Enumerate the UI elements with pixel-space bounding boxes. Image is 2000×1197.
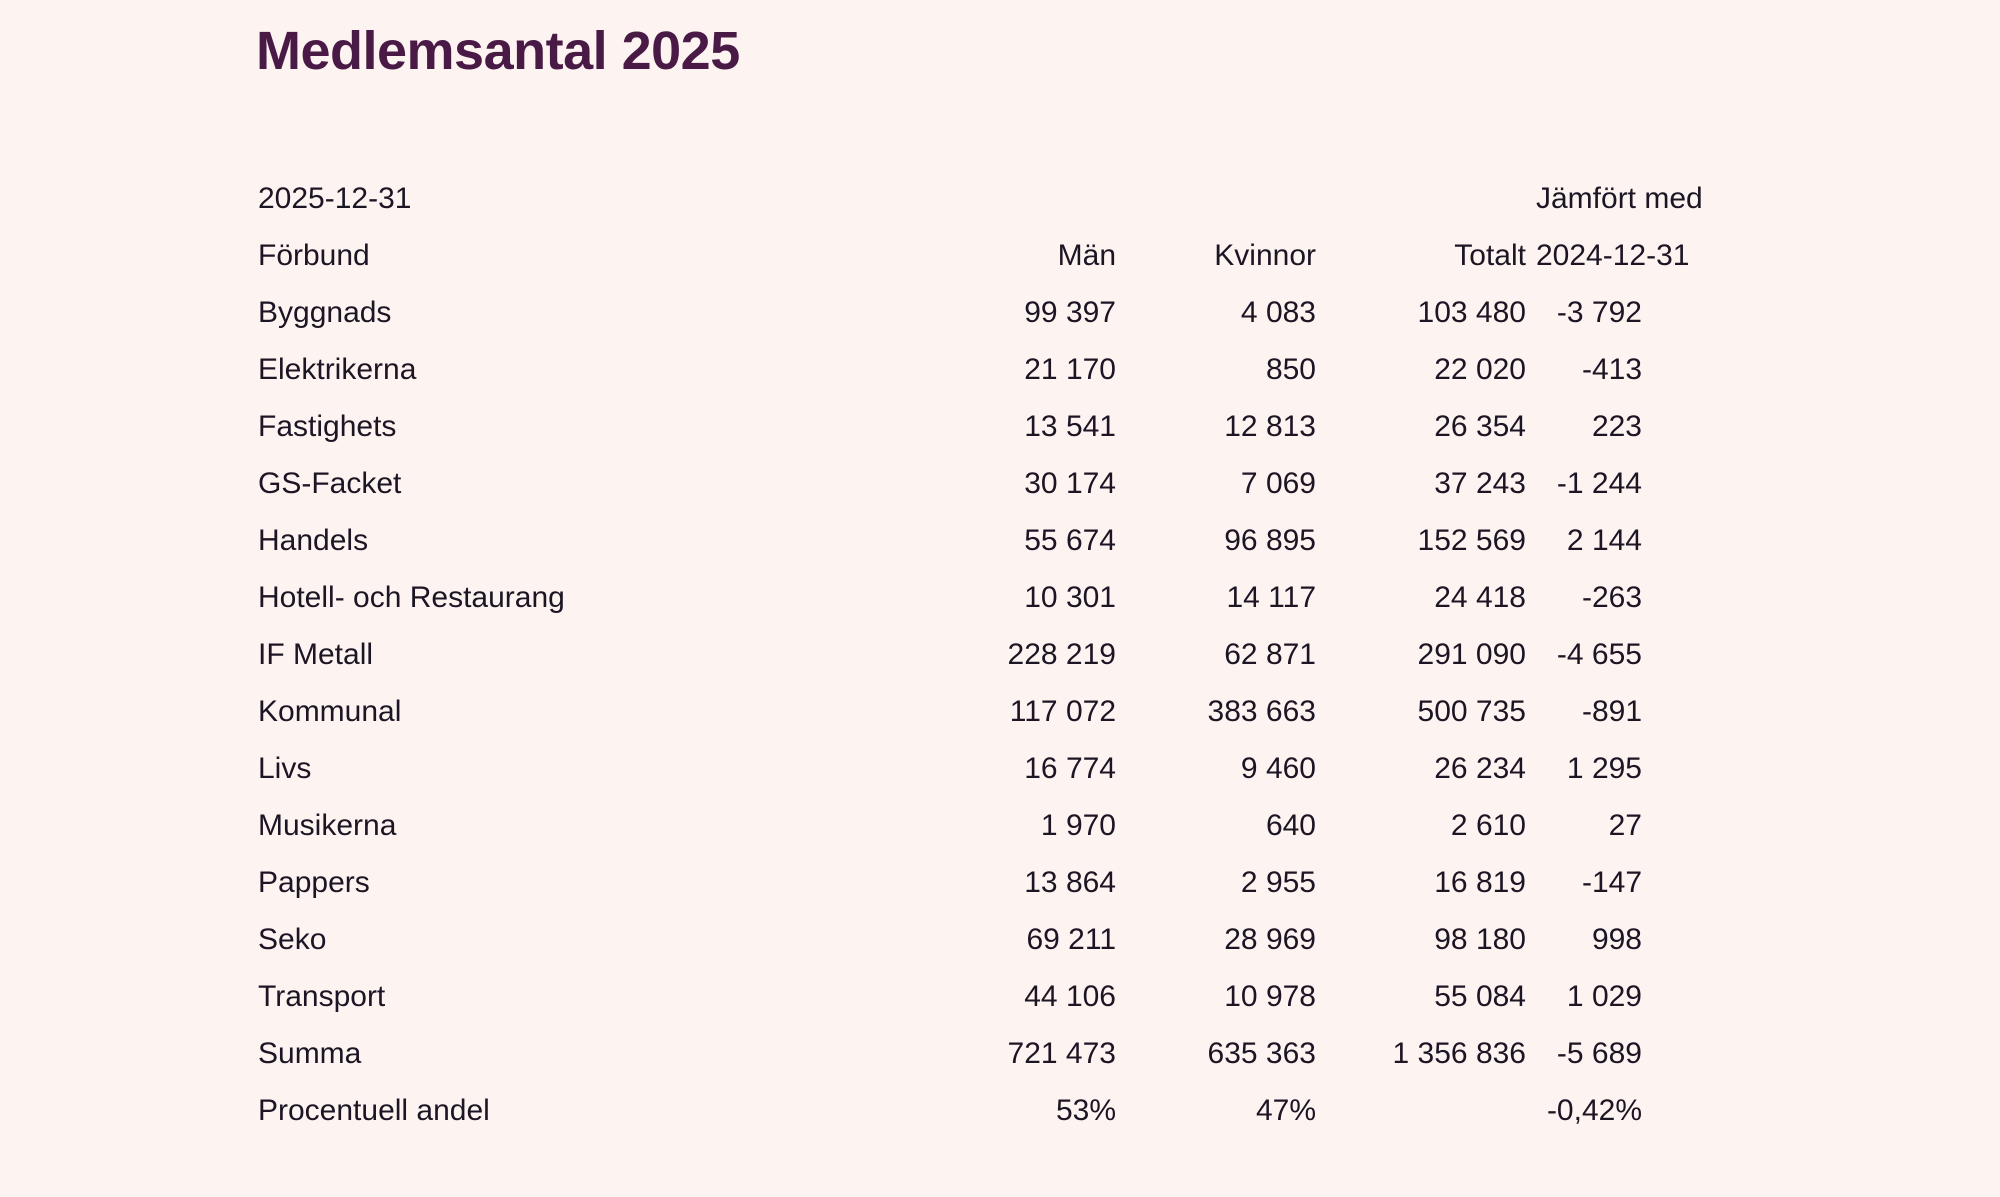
cell-total: 55 084 (1434, 979, 1526, 1013)
cell-total: 22 020 (1434, 352, 1526, 386)
cell-men: 21 170 (1024, 352, 1116, 386)
cell-men: 69 211 (1026, 922, 1116, 956)
cell-women: 12 813 (1224, 409, 1316, 443)
cell-men: 10 301 (1024, 580, 1116, 614)
cell-compare: -413 (1581, 352, 1642, 386)
cell-women: 7 069 (1240, 466, 1316, 500)
cell-women: 640 (1265, 808, 1316, 842)
cell-compare: -263 (1581, 580, 1642, 614)
cell-women: 383 663 (1207, 694, 1316, 728)
table-row-summary (256, 1025, 1676, 1082)
cell-men: 55 674 (1024, 523, 1116, 557)
cell-name: Livs (258, 751, 312, 785)
cell-compare: -3 792 (1556, 295, 1642, 329)
cell-compare: -0,42% (1546, 1093, 1642, 1127)
cell-name: Summa (258, 1036, 362, 1070)
cell-total: 152 569 (1417, 523, 1526, 557)
cell-men: 16 774 (1024, 751, 1116, 785)
cell-total: 16 819 (1434, 865, 1526, 899)
cell-men: 99 397 (1024, 295, 1116, 329)
table-row (256, 740, 1676, 797)
members-table (256, 170, 1703, 1139)
header-blank-men (856, 170, 1126, 227)
cell-total: 291 090 (1417, 637, 1526, 671)
table-row (256, 341, 1676, 398)
cell-total: 103 480 (1417, 295, 1526, 329)
cell-men: 228 219 (1007, 637, 1116, 671)
header-date: 2025-12-31 (258, 181, 412, 215)
cell-name: Handels (258, 523, 369, 557)
cell-name: IF Metall (258, 637, 374, 671)
table-row (256, 569, 1676, 626)
cell-women: 635 363 (1207, 1036, 1316, 1070)
table-row (256, 911, 1676, 968)
table-row (256, 512, 1676, 569)
cell-total: 37 243 (1434, 466, 1526, 500)
cell-men: 13 541 (1024, 409, 1116, 443)
cell-name: Hotell- och Restaurang (258, 580, 565, 614)
cell-compare: -147 (1581, 865, 1642, 899)
cell-men: 30 174 (1024, 466, 1116, 500)
table-row (256, 398, 1676, 455)
cell-name: Seko (258, 922, 327, 956)
cell-women: 62 871 (1224, 637, 1316, 671)
cell-total: 26 354 (1434, 409, 1526, 443)
cell-compare: -1 244 (1556, 466, 1642, 500)
cell-compare: 1 029 (1566, 979, 1642, 1013)
cell-compare: -891 (1581, 694, 1642, 728)
cell-name: GS-Facket (258, 466, 402, 500)
header-blank-women (1126, 170, 1326, 227)
cell-compare: 998 (1591, 922, 1642, 956)
cell-total: 24 418 (1434, 580, 1526, 614)
header-compare-line1: Jämfört med (1536, 181, 1703, 215)
cell-name: Procentuell andel (258, 1093, 490, 1127)
cell-men: 53% (1055, 1093, 1116, 1127)
table-header-top-row (256, 170, 1676, 227)
table-row-percent (256, 1082, 1676, 1139)
cell-name: Musikerna (258, 808, 397, 842)
cell-men: 1 970 (1040, 808, 1116, 842)
cell-women: 14 117 (1226, 580, 1316, 614)
page-title: Medlemsantal 2025 (256, 21, 740, 81)
cell-women: 10 978 (1224, 979, 1316, 1013)
table-row (256, 683, 1676, 740)
cell-compare: -5 689 (1556, 1036, 1642, 1070)
header-women: Kvinnor (1214, 238, 1316, 272)
cell-men: 44 106 (1024, 979, 1116, 1013)
table-row (256, 854, 1676, 911)
header-total: Totalt (1454, 238, 1526, 272)
table-row (256, 797, 1676, 854)
cell-compare: 2 144 (1566, 523, 1642, 557)
cell-compare: 27 (1608, 808, 1642, 842)
cell-women: 4 083 (1240, 295, 1316, 329)
cell-women: 28 969 (1224, 922, 1316, 956)
cell-men: 721 473 (1007, 1036, 1116, 1070)
table-row (256, 968, 1676, 1025)
cell-women: 47% (1255, 1093, 1316, 1127)
cell-name: Pappers (258, 865, 370, 899)
cell-compare: 223 (1591, 409, 1642, 443)
members-table-body (256, 284, 1676, 1139)
cell-total: 26 234 (1434, 751, 1526, 785)
table-row (256, 284, 1676, 341)
cell-women: 850 (1265, 352, 1316, 386)
cell-total: 500 735 (1417, 694, 1526, 728)
cell-name: Byggnads (258, 295, 392, 329)
cell-total (1326, 1082, 1536, 1139)
header-name: Förbund (258, 238, 370, 272)
cell-women: 2 955 (1240, 865, 1316, 899)
cell-total: 98 180 (1434, 922, 1526, 956)
members-table-container (256, 170, 1703, 1139)
table-row (256, 626, 1676, 683)
cell-men: 117 072 (1009, 694, 1116, 728)
cell-name: Transport (258, 979, 386, 1013)
cell-total: 1 356 836 (1392, 1036, 1526, 1070)
cell-total: 2 610 (1450, 808, 1526, 842)
cell-women: 9 460 (1240, 751, 1316, 785)
cell-name: Fastighets (258, 409, 397, 443)
header-men: Män (1057, 238, 1116, 272)
cell-name: Elektrikerna (258, 352, 417, 386)
table-row (256, 455, 1676, 512)
cell-name: Kommunal (258, 694, 402, 728)
header-blank-total (1326, 170, 1536, 227)
header-compare-line2: 2024-12-31 (1536, 238, 1690, 272)
cell-men: 13 864 (1024, 865, 1116, 899)
table-header-row (256, 227, 1676, 284)
cell-compare: -4 655 (1556, 637, 1642, 671)
cell-women: 96 895 (1224, 523, 1316, 557)
cell-compare: 1 295 (1566, 751, 1642, 785)
